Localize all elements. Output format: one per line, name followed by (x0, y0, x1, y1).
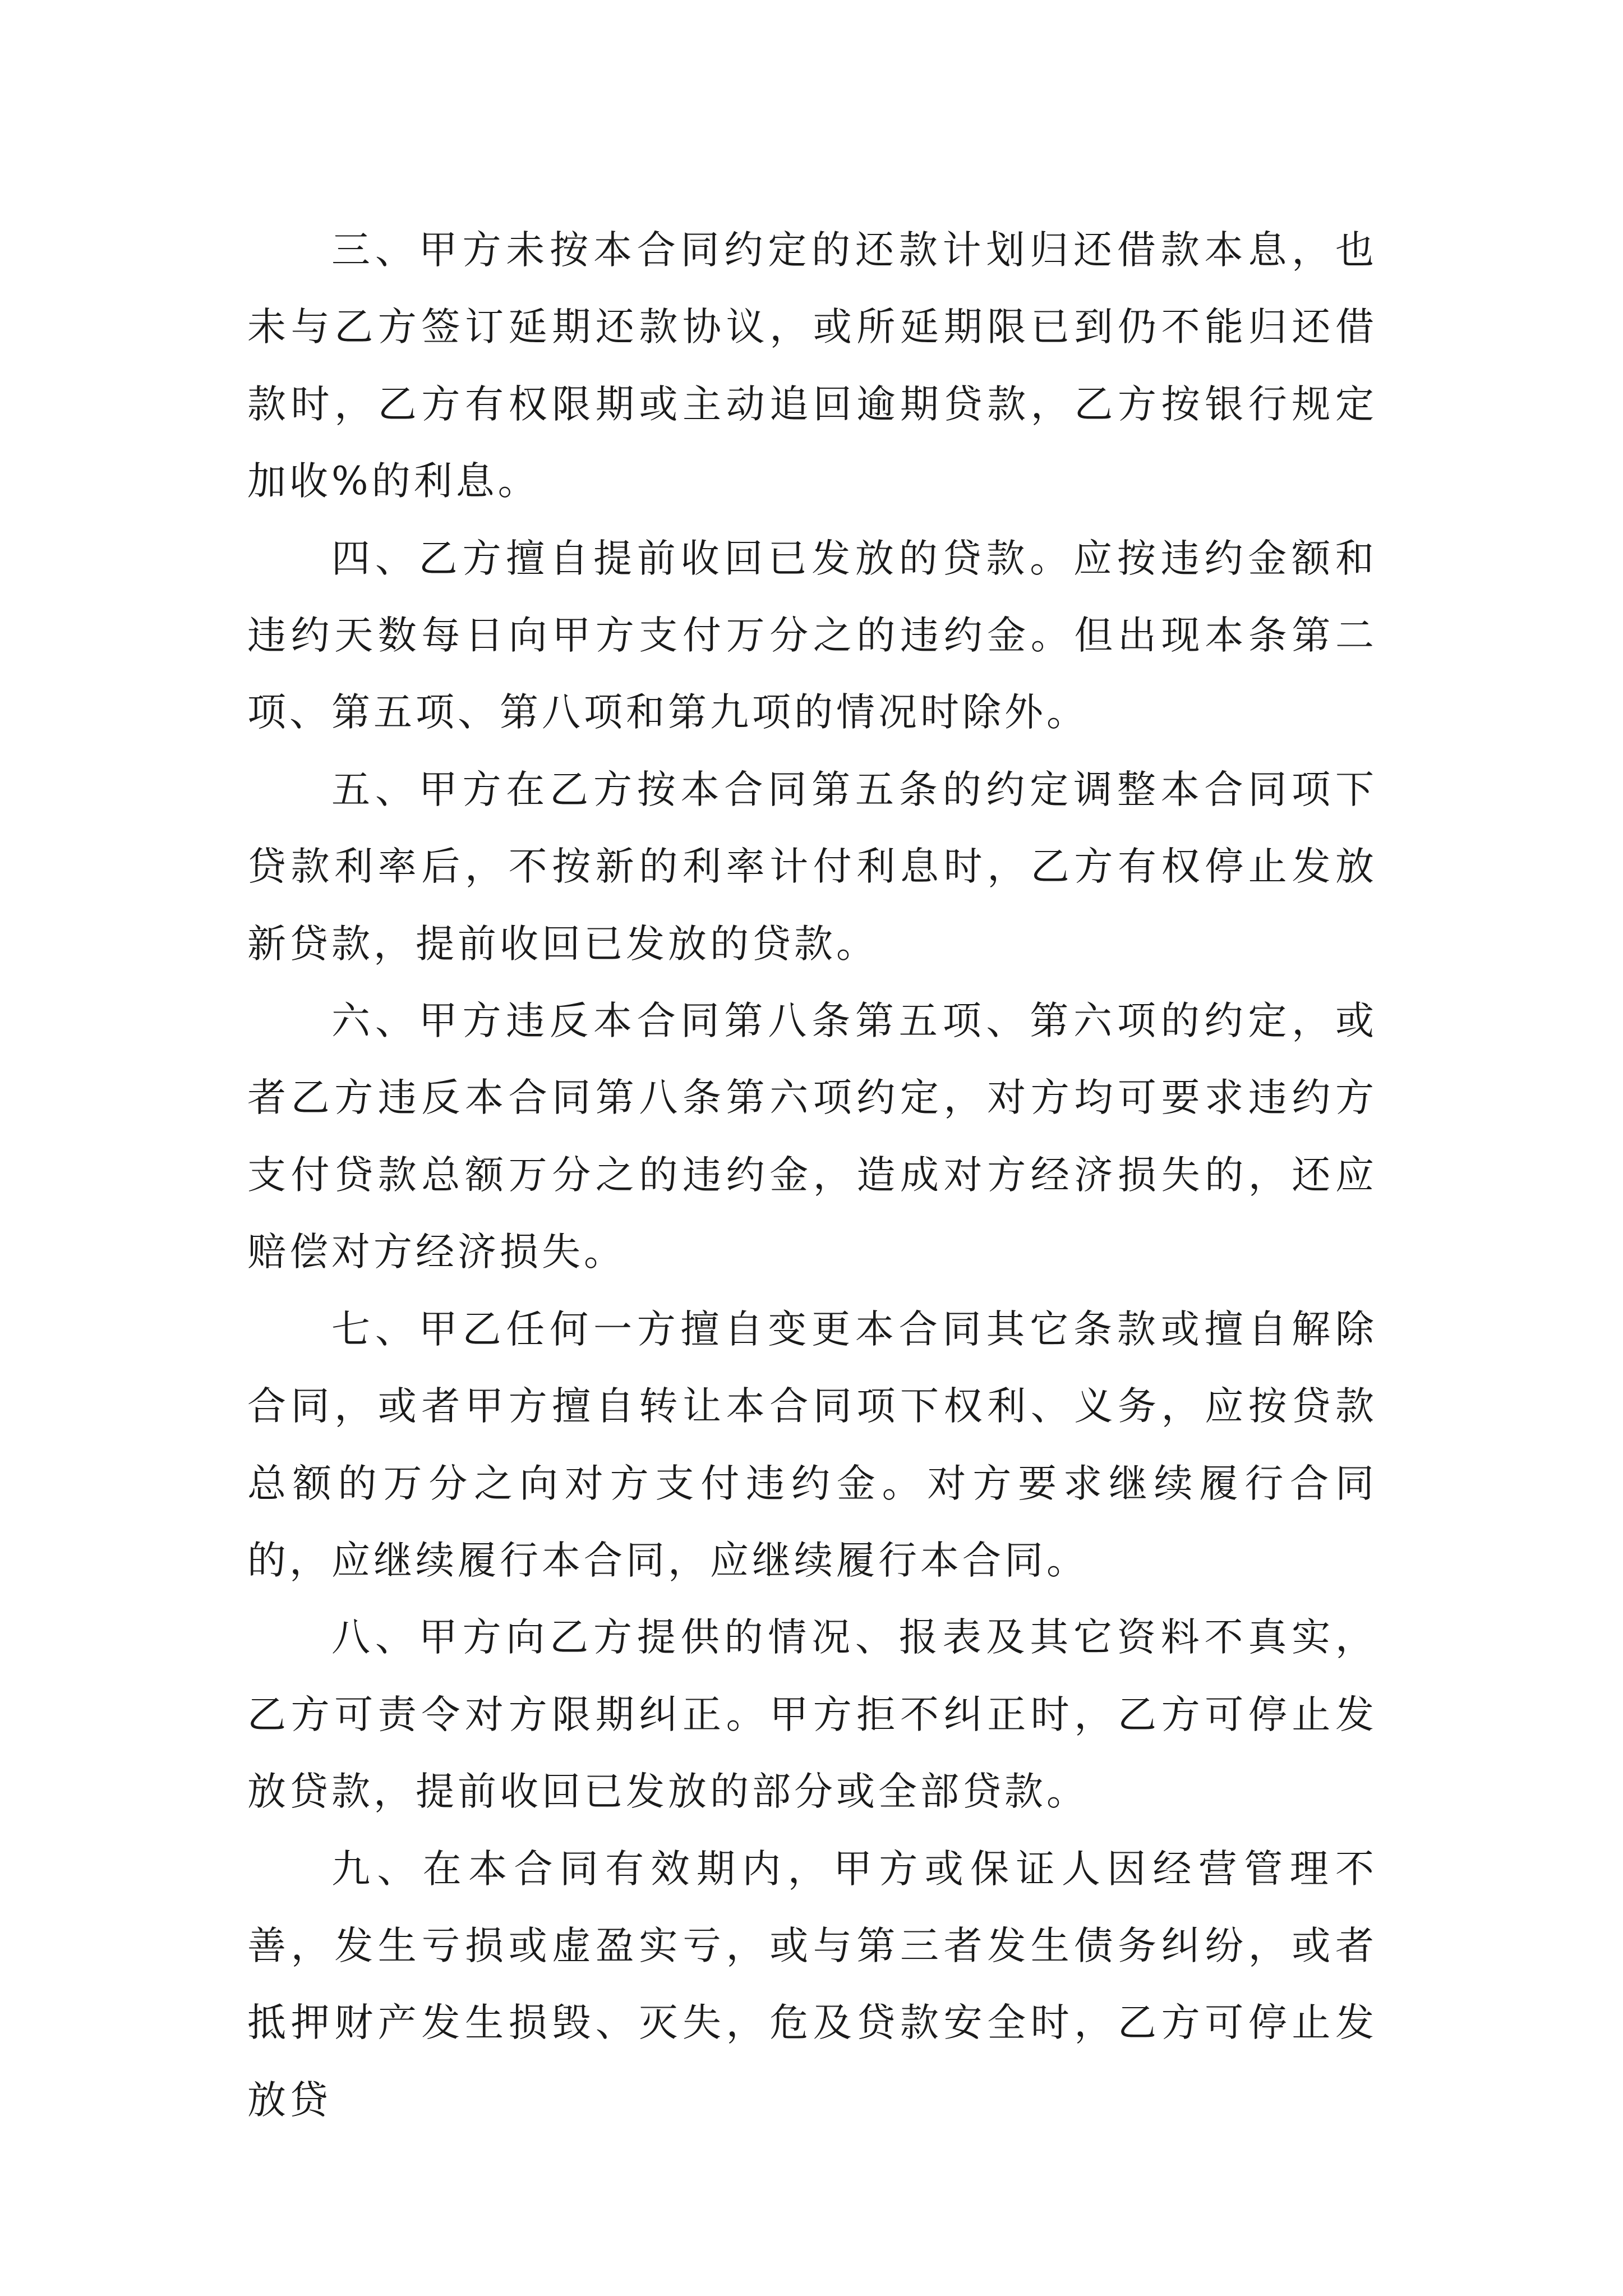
clause-8-paragraph: 八、甲方向乙方提供的情况、报表及其它资料不真实，乙方可责令对方限期纠正。甲方拒不纠正时，乙方可停止发放贷款，提前收回已发放的部分或全部贷款。 (247, 1615, 1377, 1815)
clause-3-paragraph: 三、甲方未按本合同约定的还款计划归还借款本息，也未与乙方签订延期还款协议，或所延期限已到仍不能归还借款时，乙方有权限期或主动追回逾期贷款，乙方按银行规定加收%的利息。 (247, 228, 1377, 504)
document-body (247, 212, 1377, 2139)
clause-5-paragraph: 五、甲方在乙方按本合同第五条的约定调整本合同项下贷款利率后，不按新的利率计付利息时，乙方有权停止发放新贷款，提前收回已发放的贷款。 (247, 767, 1377, 967)
clause-6-paragraph: 六、甲方违反本合同第八条第五项、第六项的约定，或者乙方违反本合同第八条第六项约定，对方均可要求违约方支付贷款总额万分之的违约金，造成对方经济损失的，还应赔偿对方经济损失。 (247, 999, 1377, 1275)
clause-4-paragraph: 四、乙方擅自提前收回已发放的贷款。应按违约金额和违约天数每日向甲方支付万分之的违约金。但出现本条第二项、第五项、第八项和第九项的情况时除外。 (247, 536, 1377, 735)
clause-7-paragraph: 七、甲乙任何一方擅自变更本合同其它条款或擅自解除合同，或者甲方擅自转让本合同项下权利、义务，应按贷款总额的万分之向对方支付违约金。对方要求继续履行合同的，应继续履行本合同，应继续履行本合同。 (247, 1306, 1377, 1583)
clause-9-paragraph: 九、在本合同有效期内，甲方或保证人因经营管理不善，发生亏损或虚盈实亏，或与第三者发生债务纠纷，或者抵押财产发生损毁、灭失，危及贷款安全时，乙方可停止发放贷 (247, 1846, 1377, 2123)
